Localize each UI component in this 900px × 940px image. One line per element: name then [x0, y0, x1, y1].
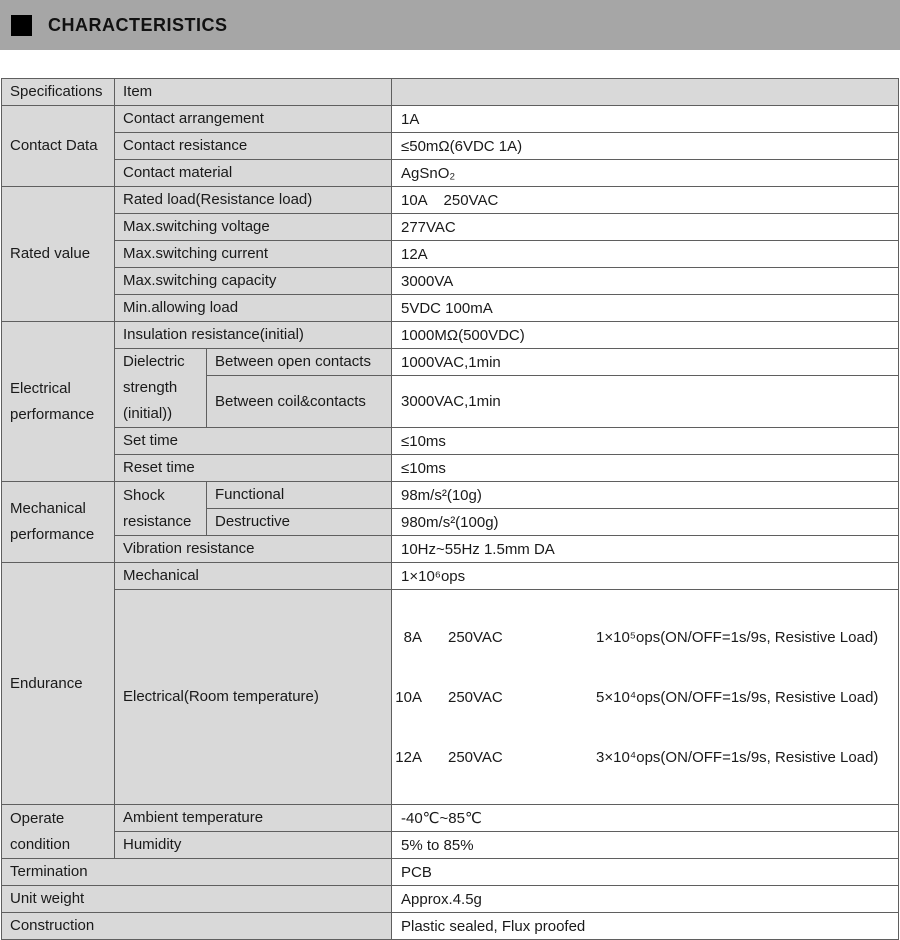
value-unit-weight: Approx.4.5g — [392, 886, 899, 913]
table-row — [2, 859, 899, 886]
endurance-current: 10A — [395, 688, 422, 706]
item-rated-load: Rated load(Resistance load) — [115, 187, 392, 214]
value-contact-resistance: ≤50mΩ(6VDC 1A) — [392, 133, 899, 160]
endurance-line — [392, 684, 898, 710]
section-marker-icon — [11, 15, 32, 36]
item-min-allowing-load: Min.allowing load — [115, 295, 392, 322]
endurance-current: 8A — [403, 628, 422, 646]
table-row — [2, 832, 899, 859]
item-termination: Termination — [2, 859, 392, 886]
item-dielectric-strength: Dielectric strength (initial)) — [115, 349, 207, 428]
table-row — [2, 563, 899, 590]
value-min-allowing-load: 5VDC 100mA — [392, 295, 899, 322]
item-unit-weight: Unit weight — [2, 886, 392, 913]
value-between-open-contacts: 1000VAC,1min — [392, 349, 899, 376]
item-vibration-resistance: Vibration resistance — [115, 536, 392, 563]
table-row — [2, 268, 899, 295]
item-insulation-resistance: Insulation resistance(initial) — [115, 322, 392, 349]
endurance-line — [392, 744, 898, 770]
value-shock-destructive: 980m/s²(100g) — [392, 509, 899, 536]
item-between-open-contacts: Between open contacts — [207, 349, 392, 376]
header-value-empty — [392, 79, 899, 106]
item-reset-time: Reset time — [115, 455, 392, 482]
table-row — [2, 536, 899, 563]
value-max-switching-capacity: 3000VA — [392, 268, 899, 295]
value-endurance-mechanical: 1×10⁶ops — [392, 563, 899, 590]
value-termination: PCB — [392, 859, 899, 886]
value-humidity: 5% to 85% — [392, 832, 899, 859]
item-shock-resistance: Shock resistance — [115, 482, 207, 536]
endurance-ops: 5×10⁴ops(ON/OFF=1s/9s, Resistive Load) — [596, 688, 879, 706]
spec-label-electrical-performance: Electrical performance — [2, 322, 115, 482]
item-contact-arrangement: Contact arrangement — [115, 106, 392, 133]
item-construction: Construction — [2, 913, 392, 940]
value-shock-functional: 98m/s²(10g) — [392, 482, 899, 509]
table-row — [2, 913, 899, 940]
item-max-switching-voltage: Max.switching voltage — [115, 214, 392, 241]
endurance-line — [392, 624, 898, 650]
table-row — [2, 805, 899, 832]
value-set-time: ≤10ms — [392, 428, 899, 455]
value-vibration-resistance: 10Hz~55Hz 1.5mm DA — [392, 536, 899, 563]
header-item: Item — [115, 79, 392, 106]
table-row — [2, 455, 899, 482]
table-row — [2, 187, 899, 214]
table-row — [2, 482, 899, 509]
value-construction: Plastic sealed, Flux proofed — [392, 913, 899, 940]
endurance-voltage: 250VAC — [448, 628, 503, 646]
item-between-coil-contacts: Between coil&contacts — [207, 376, 392, 428]
value-max-switching-current: 12A — [392, 241, 899, 268]
spec-label-operate-condition: Operate condition — [2, 805, 115, 859]
table-row — [2, 133, 899, 160]
item-endurance-mechanical: Mechanical — [115, 563, 392, 590]
item-ambient-temperature: Ambient temperature — [115, 805, 392, 832]
header-specifications: Specifications — [2, 79, 115, 106]
table-row — [2, 886, 899, 913]
value-contact-material: AgSnO₂ — [392, 160, 899, 187]
table-row — [2, 590, 899, 805]
spec-label-rated-value: Rated value — [2, 187, 115, 322]
endurance-voltage: 250VAC — [448, 688, 503, 706]
table-row — [2, 428, 899, 455]
item-max-switching-capacity: Max.switching capacity — [115, 268, 392, 295]
endurance-ops: 1×10⁵ops(ON/OFF=1s/9s, Resistive Load) — [596, 628, 879, 646]
table-row — [2, 322, 899, 349]
characteristics-table — [1, 78, 899, 940]
item-shock-destructive: Destructive — [207, 509, 392, 536]
endurance-ops: 3×10⁴ops(ON/OFF=1s/9s, Resistive Load) — [596, 748, 879, 766]
value-contact-arrangement: 1A — [392, 106, 899, 133]
item-shock-functional: Functional — [207, 482, 392, 509]
section-header — [0, 0, 900, 50]
item-contact-material: Contact material — [115, 160, 392, 187]
value-between-coil-contacts: 3000VAC,1min — [392, 376, 899, 428]
value-ambient-temperature: -40℃~85℃ — [392, 805, 899, 832]
section-title: CHARACTERISTICS — [48, 14, 228, 35]
value-rated-load: 10A 250VAC — [392, 187, 899, 214]
value-endurance-electrical — [392, 590, 899, 805]
item-humidity: Humidity — [115, 832, 392, 859]
table-row — [2, 214, 899, 241]
table-row — [2, 349, 899, 376]
item-max-switching-current: Max.switching current — [115, 241, 392, 268]
item-set-time: Set time — [115, 428, 392, 455]
item-endurance-electrical: Electrical(Room temperature) — [115, 590, 392, 805]
table-row — [2, 106, 899, 133]
value-max-switching-voltage: 277VAC — [392, 214, 899, 241]
table-row — [2, 160, 899, 187]
endurance-current: 12A — [395, 748, 422, 766]
table-row — [2, 241, 899, 268]
endurance-voltage: 250VAC — [448, 748, 503, 766]
value-insulation-resistance: 1000MΩ(500VDC) — [392, 322, 899, 349]
table-header-row — [2, 79, 899, 106]
item-contact-resistance: Contact resistance — [115, 133, 392, 160]
spec-label-endurance: Endurance — [2, 563, 115, 805]
spec-label-contact-data: Contact Data — [2, 106, 115, 187]
value-reset-time: ≤10ms — [392, 455, 899, 482]
table-row — [2, 295, 899, 322]
spec-label-mechanical-performance: Mechanical performance — [2, 482, 115, 563]
